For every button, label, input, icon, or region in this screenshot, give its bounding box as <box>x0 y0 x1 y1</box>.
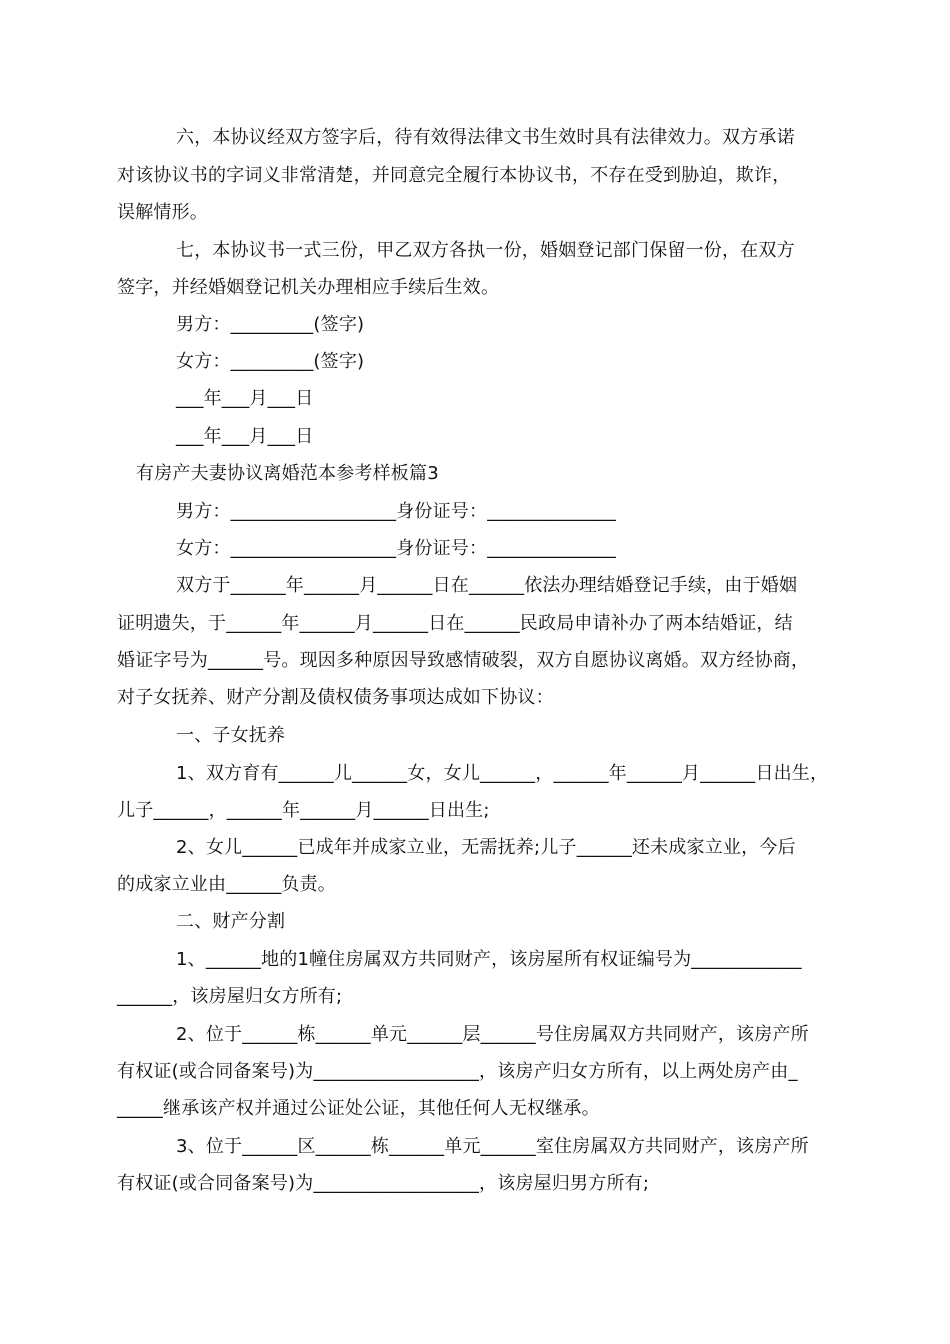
heading-property-division: 二、财产分割 <box>176 911 286 932</box>
para-6-line-3: 误解情形。 <box>117 202 208 223</box>
section-title: 有房产夫妻协议离婚范本参考样板篇3 <box>136 463 439 484</box>
property-item-2-line-3: _____继承该产权并通过公证处公证，其他任何人无权继承。 <box>117 1098 600 1119</box>
male-signature-line: 男方：_________(签字) <box>176 314 365 335</box>
intro-line-3: 婚证字号为______号。现因多种原因导致感情破裂，双方自愿协议离婚。双方经协商， <box>117 650 810 671</box>
property-item-3-line-1: 3、位于______区______栋______单元______室住房属双方共同财产，该房产所 <box>176 1136 809 1157</box>
para-7-line-1: 七，本协议书一式三份，甲乙双方各执一份，婚姻登记部门保留一份，在双方 <box>176 240 795 261</box>
intro-line-1: 双方于______年______月______日在______依法办理结婚登记手续，由于婚姻 <box>176 575 798 596</box>
child-item-1-line-2: 儿子______，______年______月______日出生; <box>117 800 490 821</box>
property-item-3-line-2: 有权证(或合同备案号)为__________________，该房屋归男方所有; <box>117 1173 650 1194</box>
child-item-2-line-1: 2、女儿______已成年并成家立业，无需抚养;儿子______还未成家立业，今后 <box>176 837 796 858</box>
date-line: ___年___月___日 <box>176 388 314 409</box>
property-item-2-line-2: 有权证(或合同备案号)为__________________，该房产归女方所有，以上两处房产由_ <box>117 1061 798 1082</box>
female-signature-line: 女方：_________(签字) <box>176 351 365 372</box>
property-item-1-line-1: 1、______地的1幢住房属双方共同财产，该房屋所有权证编号为____________ <box>176 949 802 970</box>
date-line: ___年___月___日 <box>176 426 314 447</box>
heading-child-support: 一、子女抚养 <box>176 725 286 746</box>
property-item-1-line-2: ______，该房屋归女方所有; <box>117 986 343 1007</box>
child-item-2-line-2: 的成家立业由______负责。 <box>117 874 336 895</box>
intro-line-2: 证明遗失，于______年______月______日在______民政局申请补办了两本结婚证，结 <box>117 613 793 634</box>
female-id-line: 女方：__________________身份证号：______________ <box>176 538 616 559</box>
male-id-line: 男方：__________________身份证号：______________ <box>176 501 616 522</box>
para-7-line-2: 签字，并经婚姻登记机关办理相应手续后生效。 <box>117 277 500 298</box>
child-item-1-line-1: 1、双方育有______儿______女，女儿______，______年______月______日出生， <box>176 763 829 784</box>
para-6-line-2: 对该协议书的字词义非常清楚，并同意完全履行本协议书，不存在受到胁迫，欺诈， <box>117 165 791 186</box>
property-item-2-line-1: 2、位于______栋______单元______层______号住房属双方共同财产，该房产所 <box>176 1024 809 1045</box>
para-6-line-1: 六，本协议经双方签字后，待有效得法律文书生效时具有法律效力。双方承诺 <box>176 127 795 148</box>
intro-line-4: 对子女抚养、财产分割及债权债务事项达成如下协议： <box>117 687 554 708</box>
